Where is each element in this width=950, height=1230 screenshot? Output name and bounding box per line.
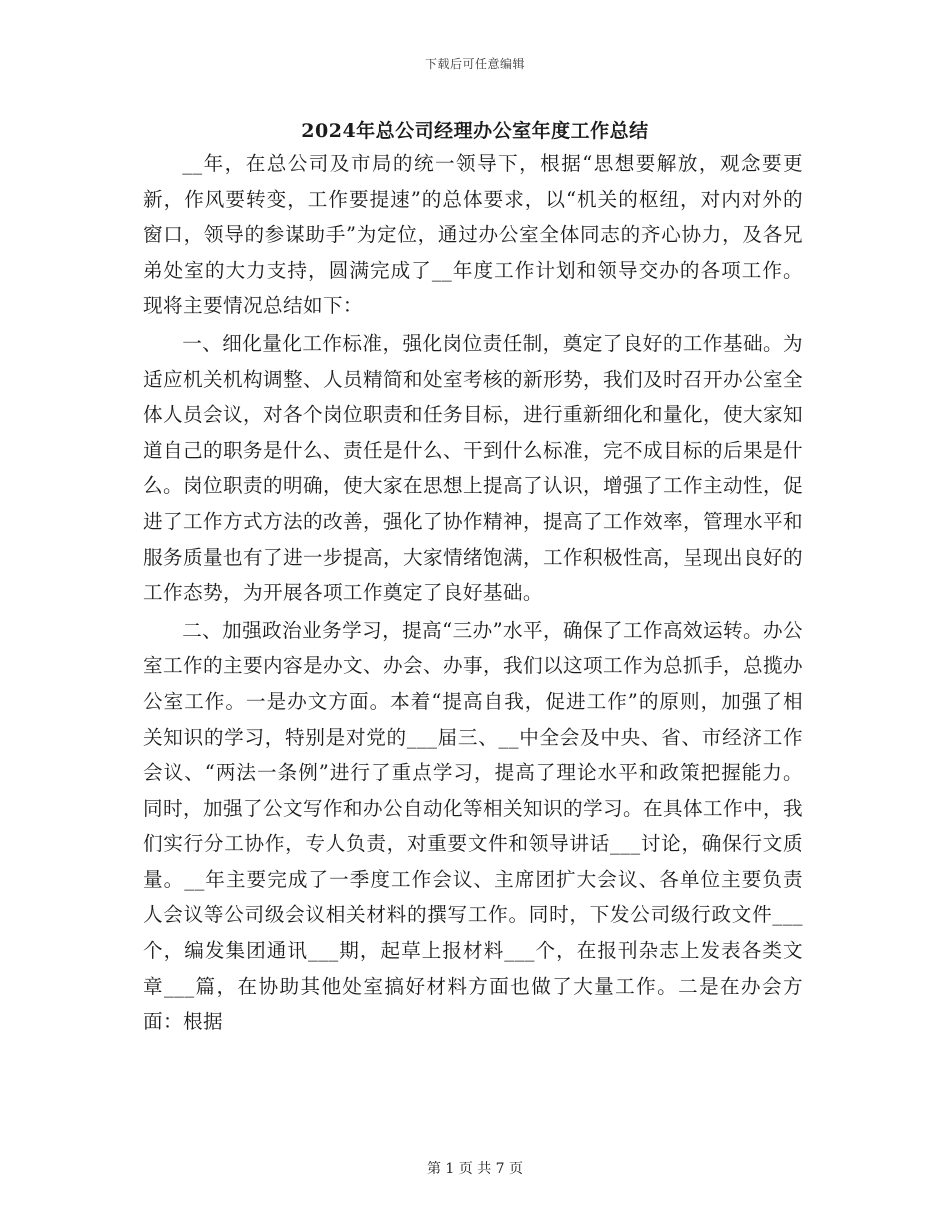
paragraph-section-one: 一、细化量化工作标准，强化岗位责任制，奠定了良好的工作基础。为适应机关机构调整、人员精简和处室考核的新形势，我们及时召开办公室全体人员会议，对各个岗位职责和任务目标，进行重新细化和量化，使大家知道自己的职务是什么、责任是什么、干到什么标准，完不成目标的后果是什么。岗位职责的明确，使大家在思想上提高了认识，增强了工作主动性，促进了工作方式方法的改善，强化了协作精神，提高了工作效率，管理水平和服务质量也有了进一步提高，大家情绪饱满，工作积极性高，呈现出良好的工作态势，为开展各项工作奠定了良好基础。 — [143, 331, 803, 605]
page-header-note: 下载后可任意编辑 — [424, 57, 525, 71]
document-body — [143, 146, 803, 1040]
paragraph-section-two: 二、加强政治业务学习，提高“三办”水平，确保了工作高效运转。办公室工作的主要内容是办文、办会、办事，我们以这项工作为总抓手，总揽办公室工作。一是办文方面。本着“提高自我，促进工作”的原则，加强了相关知识的学习，特别是对党的___届三、__中全会及中央、省、市经济工作会议、“两法一条例”进行了重点学习，提高了理论水平和政策把握能力。同时，加强了公文写作和办公自动化等相关知识的学习。在具体工作中，我们实行分工协作，专人负责，对重要文件和领导讲话___讨论，确保行文质量。__年主要完成了一季度工作会议、主席团扩大会议、各单位主要负责人会议等公司级会议相关材料的撰写工作。同时，下发公司级行政文件___个，编发集团通讯___期，起草上报材料___个，在报刊杂志上发表各类文章___篇，在协助其他处室搞好材料方面也做了大量工作。二是在办会方面：根据 — [143, 618, 803, 1034]
page-number-footer: 第 1 页 共 7 页 — [426, 1161, 524, 1177]
paragraph-intro: __年，在总公司及市局的统一领导下，根据“思想要解放，观念要更新，作风要转变，工作要提速”的总体要求，以“机关的枢纽，对内对外的窗口，领导的参谋助手”为定位，通过办公室全体同志的齐心协力，及各兄弟处室的大力支持，圆满完成了__年度工作计划和领导交办的各项工作。现将主要情况总结如下： — [143, 152, 803, 318]
document-title: 2024年总公司经理办公室年度工作总结 — [301, 120, 649, 142]
